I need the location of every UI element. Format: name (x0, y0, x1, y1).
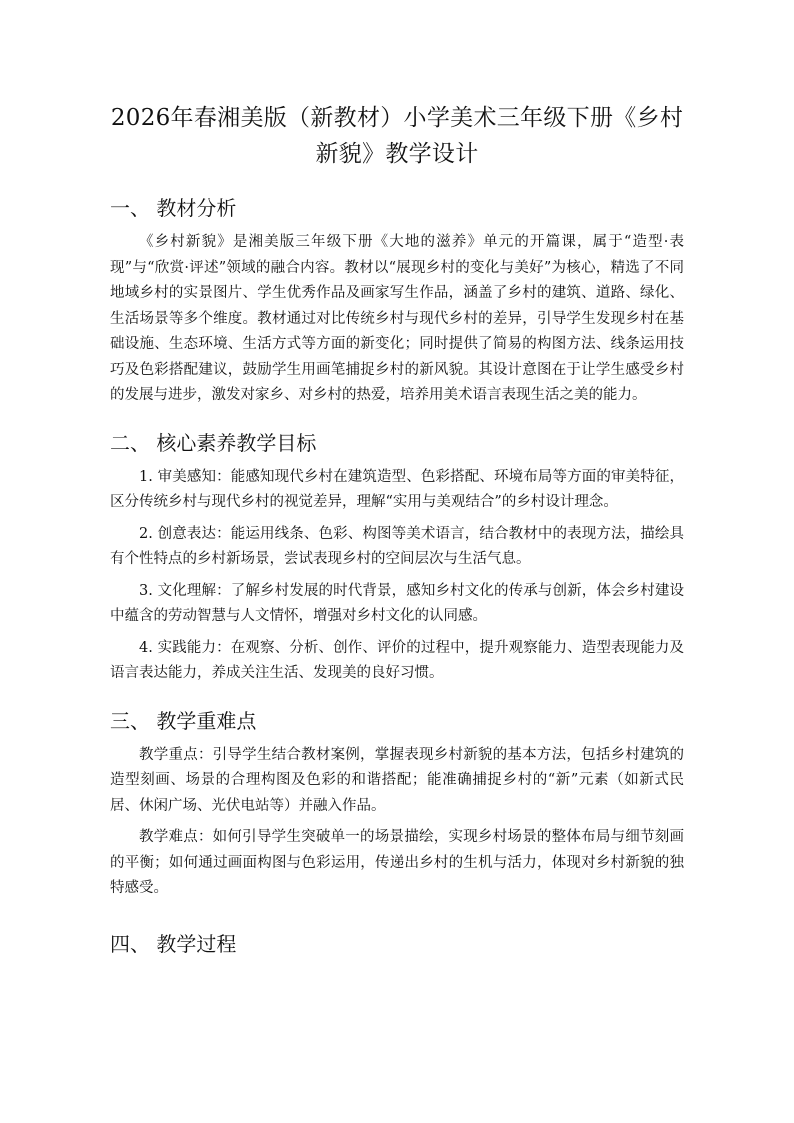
section-heading: 一、 教材分析 (110, 196, 237, 220)
section-key-difficult-points (110, 707, 684, 902)
objective-item: 1. 审美感知：能感知现代乡村在建筑造型、色彩搭配、环境布局等方面的审美特征，区分传统乡村与现代乡村的视觉差异，理解“实用与美观结合”的乡村设计理念。 (110, 468, 684, 510)
section-core-objectives (110, 429, 684, 687)
section-heading: 三、 教学重难点 (110, 708, 257, 733)
section-textbook-analysis (110, 194, 684, 409)
objective-item: 2. 创意表达：能运用线条、色彩、构图等美术语言，结合教材中的表现方法，描绘具有个性特点的乡村新场景，尝试表现乡村的空间层次与生活气息。 (110, 525, 684, 567)
paragraph: 《乡村新貌》是湘美版三年级下册《大地的滋养》单元的开篇课，属于“造型·表现”与“欣赏·评述”领域的融合内容。教材以“展现乡村的变化与美好”为核心，精选了不同地域乡村的实景图片、学生优秀作品及画家写生作品，涵盖了乡村的建筑、道路、绿化、生活场景等多个维度。教材通过对比传统乡村与现代乡村的差异，引导学生发现乡村在基础设施、生态环境、生活方式等方面的新变化；同时提供了简易的构图方法、线条运用技巧及色彩搭配建议，鼓励学生用画笔捕捉乡村的新风貌。其设计意图在于让学生感受乡村的发展与进步，激发对家乡、对乡村的热爱，培养用美术语言表现生活之美的能力。 (110, 234, 684, 403)
difficult-point-paragraph: 教学难点：如何引导学生突破单一的场景描绘，实现乡村场景的整体布局与细节刻画的平衡；如何通过画面构图与色彩运用，传递出乡村的生机与活力，体现对乡村新貌的独特感受。 (110, 829, 684, 896)
objective-item: 3. 文化理解：了解乡村发展的时代背景，感知乡村文化的传承与创新，体会乡村建设中蕴含的劳动智慧与人文情怀，增强对乡村文化的认同感。 (110, 582, 684, 624)
key-point-paragraph: 教学重点：引导学生结合教材案例，掌握表现乡村新貌的基本方法，包括乡村建筑的造型刻画、场景的合理构图及色彩的和谐搭配；能准确捕捉乡村的“新”元素（如新式民居、休闲广场、光伏电站等）并融入作品。 (110, 746, 684, 814)
section-teaching-process (110, 930, 684, 958)
document-title: 2026年春湘美版（新教材）小学美术三年级下册《乡村新貌》教学设计 (110, 105, 684, 167)
section-heading: 二、 核心素养教学目标 (110, 430, 317, 455)
objective-item: 4. 实践能力：在观察、分析、创作、评价的过程中，提升观察能力、造型表现能力及语言表达能力，养成关注生活、发现美的良好习惯。 (110, 639, 684, 681)
section-heading: 四、 教学过程 (110, 931, 237, 956)
